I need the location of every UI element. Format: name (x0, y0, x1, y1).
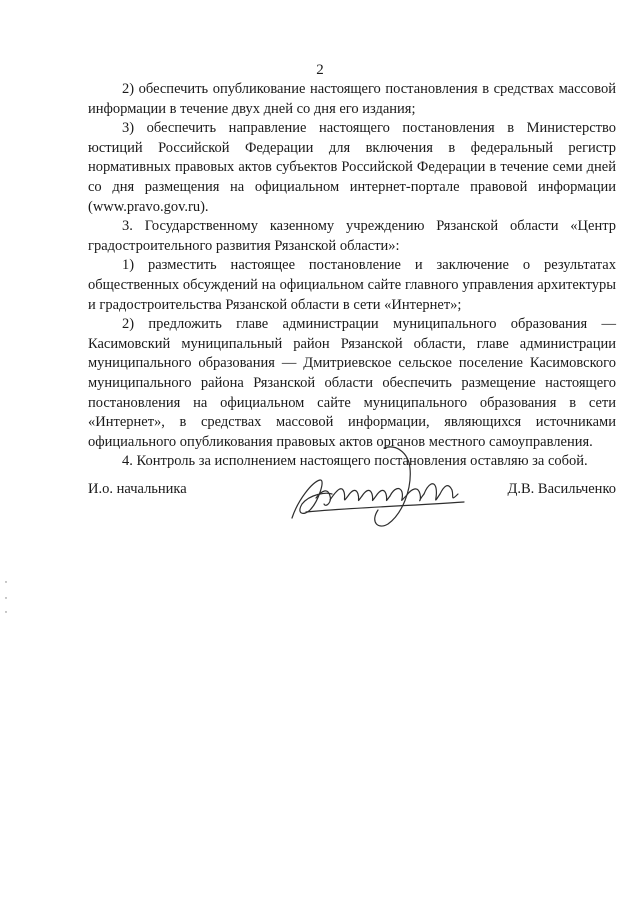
handwritten-signature (286, 440, 476, 540)
scan-speckles (4, 578, 8, 618)
document-body (88, 80, 616, 472)
signer-position: И.о. начальника (88, 481, 187, 497)
paragraph-propose-heads: 2) предложить главе администрации муниципального образования — Касимовский муниципальный район Рязанской области, главе администрации муниципального образования — Дмитриевское сельское поселение Касимовского муниципального района Рязанской области обеспечить размещение настоящего постановления на официальном сайте муниципального образования в сети «Интернет», в средствах массовой информации, являющихся источниками официального опубликования правовых актов органов местного самоуправления. (88, 316, 616, 450)
paragraph-place-resolution: 1) разместить настоящее постановление и заключение о результатах общественных обсуждений на официальном сайте главного управления архитектуры и градостроительства Рязанской области в сети «Интернет»; (88, 257, 616, 313)
signer-name: Д.В. Васильченко (507, 481, 616, 497)
page-number: 2 (316, 62, 324, 78)
paragraph-ministry-justice: 3) обеспечить направление настоящего постановления в Министерство юстиций Российской Федерации для включения в федеральный регистр нормативных правовых актов субъектов Российской Федерации в течение семи дней со дня размещения на официальном интернет-портале правовой информации (www.pravo.gov.ru). (88, 120, 616, 215)
paragraph-publication: 2) обеспечить опубликование настоящего постановления в средствах массовой информации в течение двух дней со дня его издания; (88, 81, 616, 117)
paragraph-control: 4. Контроль за исполнением настоящего постановления оставляю за собой. (122, 453, 588, 470)
paragraph-state-institution: 3. Государственному казенному учреждению Рязанской области «Центр градостроительного развития Рязанской области»: (88, 218, 616, 254)
